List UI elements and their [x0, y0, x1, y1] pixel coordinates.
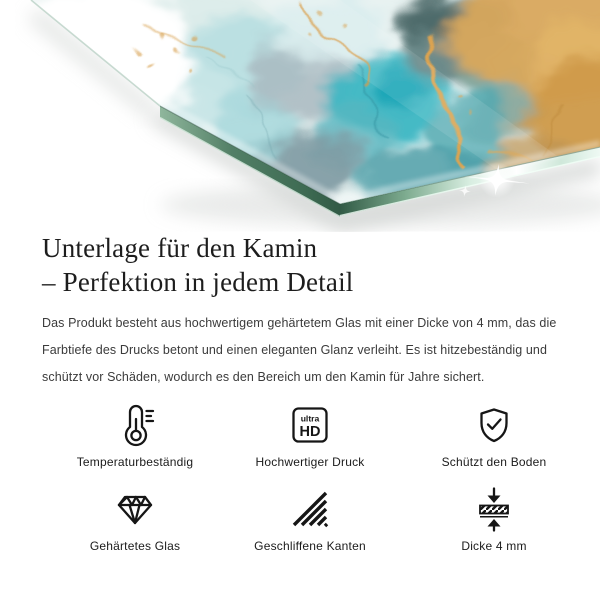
polished-edges-icon [290, 489, 330, 529]
feature-label: Gehärtetes Glas [89, 539, 181, 553]
thermometer-icon [114, 403, 156, 447]
feature-label: Schützt den Boden [441, 455, 547, 469]
feature-label: Geschliffene Kanten [254, 539, 366, 553]
page-title-line1: Unterlage für den Kamin [42, 233, 318, 263]
description-line: Farbtiefe des Drucks betont und einen eleganten Glanz verleiht. Es ist hitzebeständig und [42, 343, 548, 357]
thickness-icon [474, 486, 514, 532]
feature-tempered-glass [55, 486, 215, 553]
ultra-hd-icon [290, 405, 330, 445]
ultra-hd-badge-top: ultra [300, 413, 320, 424]
feature-polished-edges [230, 486, 390, 553]
diamond-icon [115, 489, 155, 529]
ultra-hd-badge-bottom: HD [299, 424, 321, 440]
product-description [42, 310, 556, 391]
feature-label: Temperaturbeständig [76, 455, 194, 469]
page-title [42, 231, 354, 299]
feature-temperature [55, 402, 215, 469]
glass-panel-image [0, 0, 600, 232]
shield-check-icon [474, 405, 514, 445]
product-photo [0, 0, 600, 232]
feature-floor-protection [414, 402, 574, 469]
feature-print-quality [230, 402, 390, 469]
page-title-line2: – Perfektion in jedem Detail [42, 267, 354, 297]
feature-thickness [414, 486, 574, 553]
description-line: schützt vor Schäden, wodurch es den Bereich um den Kamin für Jahre sichert. [42, 370, 485, 384]
feature-label: Dicke 4 mm [461, 539, 527, 553]
description-line: Das Produkt besteht aus hochwertigem gehärtetem Glas mit einer Dicke von 4 mm, das die [42, 316, 557, 330]
feature-label: Hochwertiger Druck [255, 455, 365, 469]
